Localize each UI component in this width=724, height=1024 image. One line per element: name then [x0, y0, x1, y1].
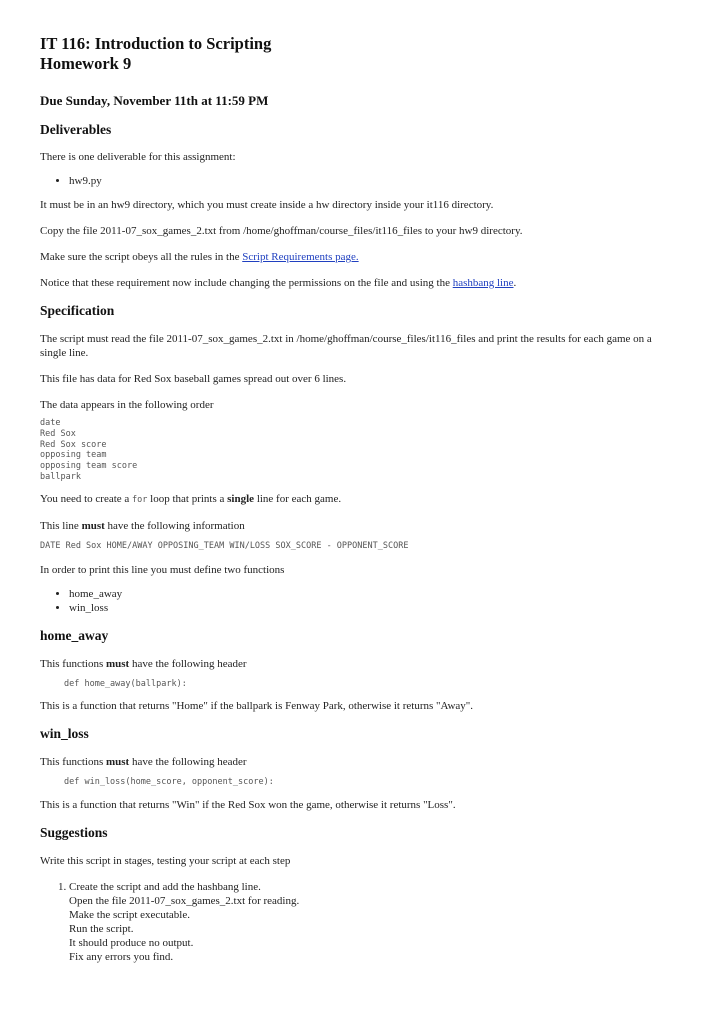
title-line-homework: Homework 9 — [40, 54, 132, 73]
loop-text-middle: loop that prints a — [147, 492, 228, 505]
title-line-course: IT 116: Introduction to Scripting — [40, 34, 272, 53]
notice-note — [40, 276, 680, 290]
home-away-header-note — [40, 657, 680, 671]
rules-text: Make sure the script obeys all the rules in the — [40, 251, 243, 263]
single-emphasis: single — [227, 492, 255, 505]
for-keyword: for — [132, 494, 148, 505]
due-date: Due Sunday, November 11th at 11:59 PM — [40, 93, 269, 108]
home-away-heading: home_away — [40, 627, 109, 643]
home-away-must-emphasis: must — [106, 657, 130, 670]
spec-paragraph-2: This file has data for Red Sox baseball games spread out over 6 lines. — [40, 373, 347, 385]
suggestions-intro: Write this script in stages, testing your script at each step — [40, 855, 291, 868]
info-text: This line — [40, 519, 82, 532]
page-title — [40, 34, 680, 74]
notice-text: Notice that these requirement now include changing the permissions on the file and using the — [40, 277, 453, 289]
functions-list — [40, 587, 680, 615]
suggestions-steps — [40, 880, 680, 964]
function-item-home-away: • home_away — [69, 587, 680, 601]
win-loss-heading: win_loss — [40, 726, 89, 742]
win-loss-signature: def win_loss(home_score, opponent_score): — [64, 777, 274, 788]
output-format-code: DATE Red Sox HOME/AWAY OPPOSING_TEAM WIN/LOSS SOX_SCORE - OPPONENT_SCORE — [40, 540, 409, 551]
win-loss-header-text: This functions — [40, 756, 106, 769]
loop-instruction — [40, 492, 680, 507]
specification-heading: Specification — [40, 303, 115, 318]
step-line: Run the script. — [69, 923, 134, 936]
directory-note: It must be in an hw9 directory, which you must create inside a hw directory inside your it116 directory. — [40, 199, 494, 211]
step-line: It should produce no output. — [69, 937, 194, 950]
step-line: Fix any errors you find. — [69, 951, 174, 964]
step-line: Make the script executable. — [69, 909, 190, 922]
loop-text: You need to create a — [40, 492, 133, 505]
deliverable-item: • hw9.py — [69, 174, 680, 188]
step-line: Open the file 2011-07_sox_games_2.txt for reading. — [69, 895, 300, 908]
home-away-signature: def home_away(ballpark): — [64, 678, 187, 689]
home-away-header-text: This functions — [40, 657, 106, 670]
data-order-code: date Red Sox Red Sox score opposing team opposing team score ballpark — [40, 418, 138, 482]
rules-note — [40, 250, 680, 264]
suggestion-step — [69, 880, 680, 964]
spec-paragraph-1: The script must read the file 2011-07_sox_games_2.txt in /home/ghoffman/course_files/it116_files and print the results for each game on a single line. — [40, 333, 652, 359]
home-away-description: This is a function that returns "Home" if the ballpark is Fenway Park, otherwise it returns "Away". — [40, 700, 474, 713]
loop-text-suffix: line for each game. — [254, 492, 342, 505]
spec-paragraph-3: The data appears in the following order — [40, 399, 214, 411]
notice-suffix: . — [513, 277, 517, 289]
must-emphasis: must — [81, 519, 105, 532]
win-loss-description: This is a function that returns "Win" if the Red Sox won the game, otherwise it returns "Loss". — [40, 799, 456, 812]
info-text-suffix: have the following information — [104, 519, 245, 532]
win-loss-header-note — [40, 755, 680, 769]
home-away-header-suffix: have the following header — [129, 657, 247, 670]
suggestions-heading: Suggestions — [40, 825, 108, 841]
functions-intro: In order to print this line you must define two functions — [40, 563, 285, 576]
win-loss-must-emphasis: must — [106, 756, 130, 769]
copy-note: Copy the file 2011-07_sox_games_2.txt from /home/ghoffman/course_files/it116_files to your hw9 directory. — [40, 225, 523, 237]
info-instruction — [40, 519, 680, 533]
deliverables-list — [40, 174, 680, 188]
hashbang-link[interactable]: hashbang line — [452, 277, 514, 289]
win-loss-header-suffix: have the following header — [129, 756, 247, 769]
deliverables-heading: Deliverables — [40, 122, 112, 137]
deliverables-intro: There is one deliverable for this assignment: — [40, 151, 236, 163]
step-line: 1. Create the script and add the hashbang line. — [69, 881, 261, 894]
script-requirements-link[interactable]: Script Requirements page. — [242, 251, 359, 263]
function-item-win-loss: • win_loss — [69, 601, 680, 615]
homework-page — [40, 34, 680, 964]
